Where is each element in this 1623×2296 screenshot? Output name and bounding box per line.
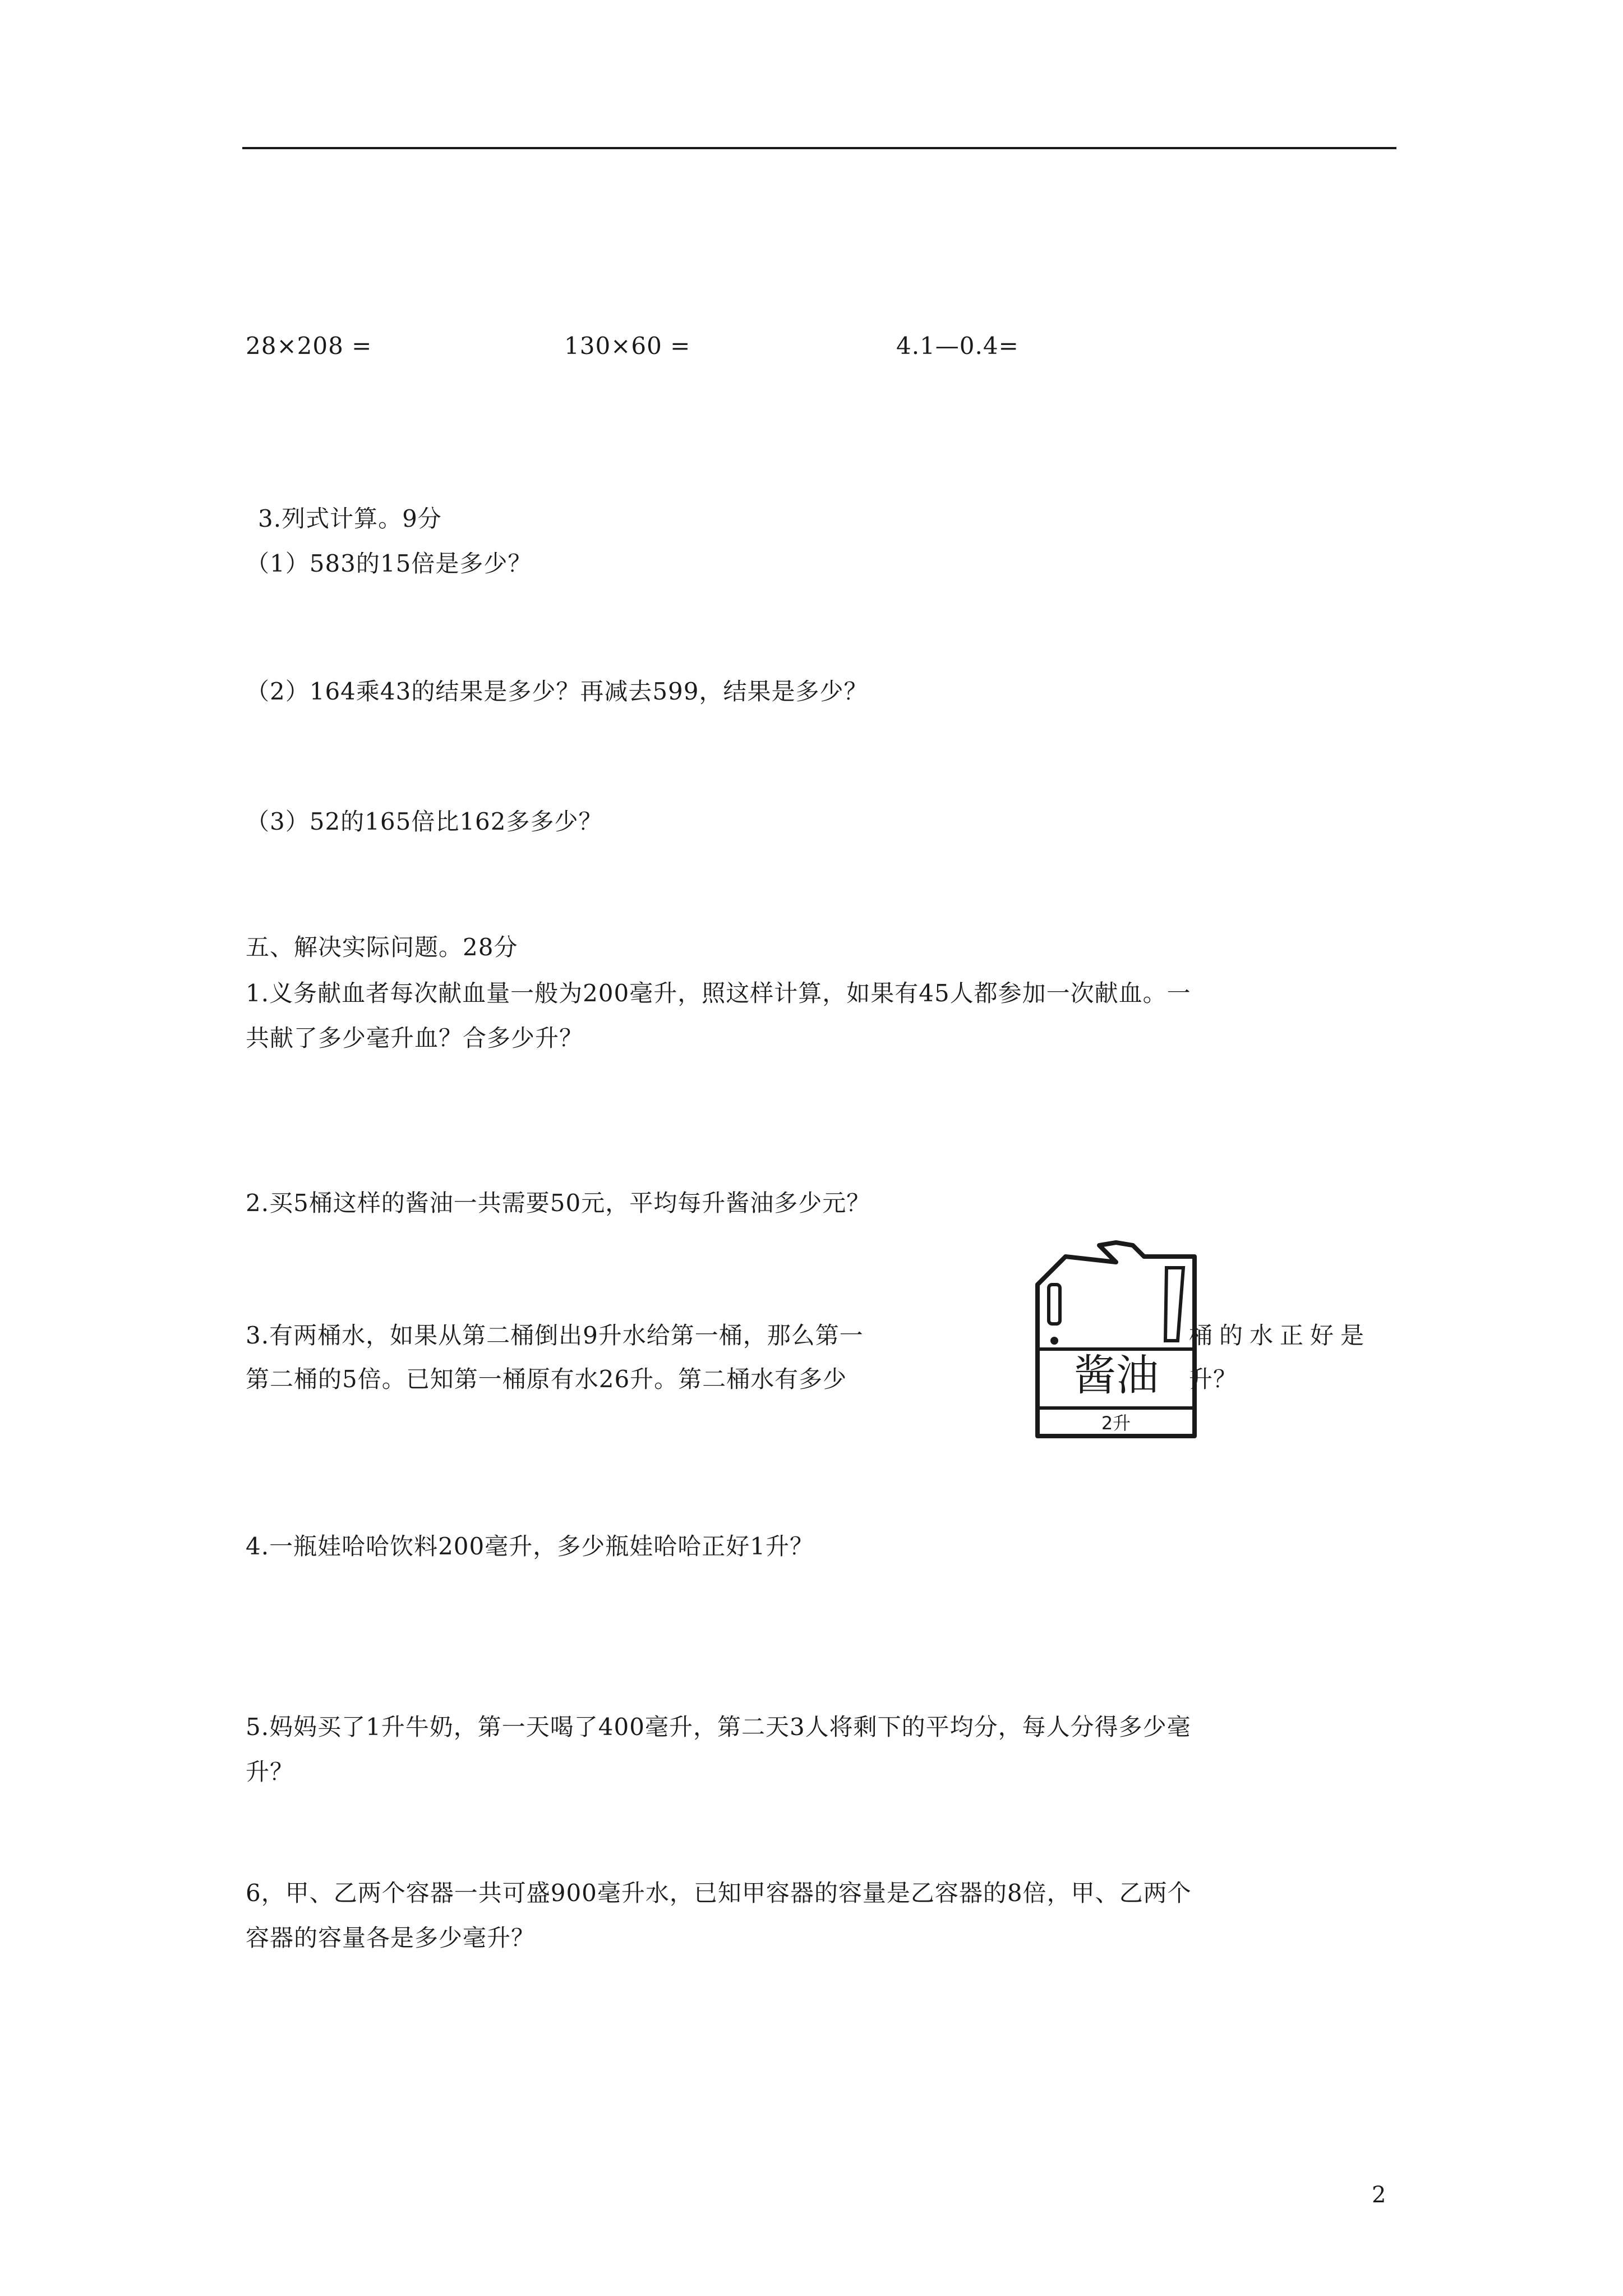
problem6-line2: 容器的容量各是多少毫升？ xyxy=(246,1924,536,1952)
problem5-line1: 5.妈妈买了1升牛奶，第一天喝了400毫升，第二天3人将剩下的平均分，每人分得多少毫 xyxy=(246,1713,1191,1741)
page-number: 2 xyxy=(1372,2182,1386,2208)
section3-q1: （1）583的15倍是多少？ xyxy=(246,550,532,577)
problem2: 2.买5桶这样的酱油一共需要50元，平均每升酱油多少元？ xyxy=(246,1189,871,1217)
soy-sauce-bottle-icon xyxy=(1032,1240,1200,1442)
problem3-left-line2: 第二桶的5倍。已知第一桶原有水26升。第二桶水有多少 xyxy=(246,1365,847,1393)
calc-item-3: 4.1—0.4= xyxy=(896,332,1019,360)
problem3-right-line2: 升？ xyxy=(1189,1365,1238,1393)
section3-q2: （2）164乘43的结果是多少？再减去599，结果是多少？ xyxy=(246,678,868,705)
bottle-volume: 2升 xyxy=(1101,1412,1131,1434)
problem1-line2: 共献了多少毫升血？合多少升？ xyxy=(246,1024,584,1052)
problem6-line1: 6，甲、乙两个容器一共可盛900毫升水，已知甲容器的容量是乙容器的8倍，甲、乙两个 xyxy=(246,1879,1192,1907)
bottle-label: 酱油 xyxy=(1073,1350,1159,1400)
header-rule xyxy=(242,147,1396,149)
section3-q3: （3）52的165倍比162多多少？ xyxy=(246,808,603,835)
problem5-line2: 升？ xyxy=(246,1758,294,1786)
problem3-left-line1: 3.有两桶水，如果从第二桶倒出9升水给第一桶，那么第一 xyxy=(246,1322,864,1349)
section5-title: 五、解决实际问题。28分 xyxy=(246,933,518,961)
problem1-line1: 1.义务献血者每次献血量一般为200毫升，照这样计算，如果有45人都参加一次献血。一 xyxy=(246,979,1191,1007)
calc-item-1: 28×208 = xyxy=(246,332,372,360)
calc-item-2: 130×60 = xyxy=(564,332,691,360)
problem4: 4.一瓶娃哈哈饮料200毫升，多少瓶娃哈哈正好1升？ xyxy=(246,1533,814,1560)
section3-title: 3.列式计算。9分 xyxy=(258,505,442,532)
problem3-right-line1: 桶的水正好是 xyxy=(1189,1322,1371,1349)
